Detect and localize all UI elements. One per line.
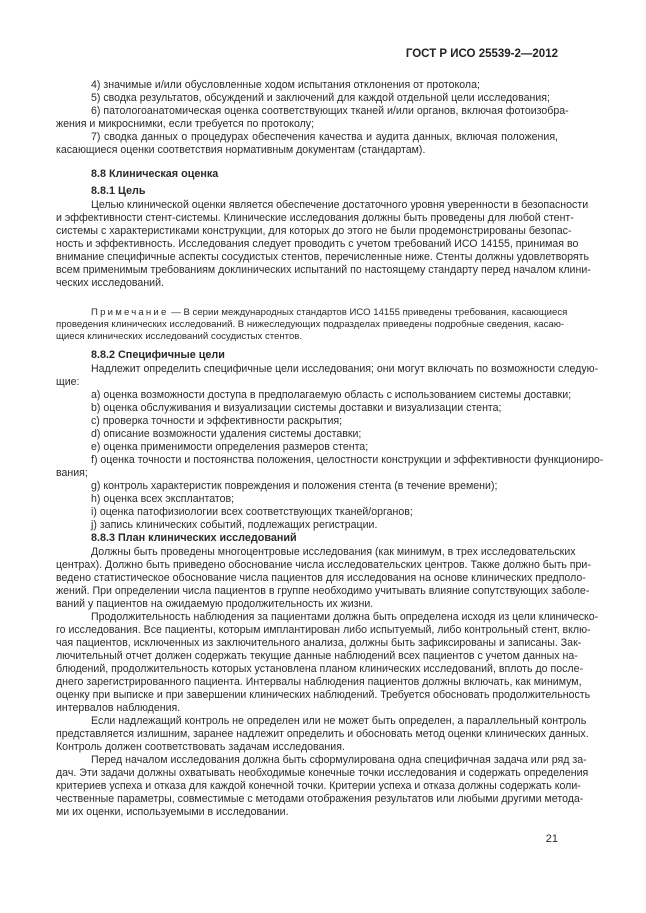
text-line: критериев успеха и отказа для каждой конечной точки. Критерии успеха и отказа должны содержать коли- — [56, 780, 581, 792]
text-line: Перед началом исследования должна быть сформулирована одна специфичная задача или ряд за- — [91, 754, 587, 766]
list-item — [56, 493, 558, 506]
note-line: щиеся клинических исследований сосудистых стентов. — [56, 331, 303, 342]
text-line: g) контроль характеристик повреждения и положения стента (в течение времени); — [91, 480, 498, 492]
text-line: представляется излишним, заранее надлежит определить и обосновать метод оценки клинических данных. — [56, 728, 589, 740]
text-line: Продолжительность наблюдения за пациентами должна быть определена исходя из цели клиническо- — [91, 611, 599, 623]
note-line — [56, 307, 568, 319]
goal-paragraph — [56, 199, 591, 290]
text-line: ведено статистическое обоснование числа пациентов для исследования на основе клинических предполо- — [56, 572, 586, 584]
paragraph — [56, 546, 591, 611]
text-line: го исследования. Все пациенты, которым имплантирован либо испытуемый, либо контрольный стент, вклю- — [56, 624, 591, 636]
text-line: Надлежит определить специфичные цели исследования; они могут включать по возможности следую- — [91, 363, 599, 375]
list-item — [56, 441, 558, 454]
text-line: 7) сводка данных о процедурах обеспечения качества и аудита данных, включая положения, — [91, 131, 558, 143]
note-line: проведения клинических исследований. В нижеследующих подразделах приведены подробные сведения, касаю- — [56, 319, 565, 330]
paragraph — [56, 754, 589, 819]
text-line: вания; — [56, 467, 88, 479]
text-line: центрах). Должно быть приведено обоснование числа исследовательских центров. Также должно быть при- — [56, 559, 591, 571]
text-line: 4) значимые и/или обусловленные ходом испытания отклонения от протокола; — [91, 79, 480, 91]
text-line: системы с характеристиками конструкции, для которых до этого не были продемонстрированы безопас- — [56, 225, 572, 237]
list-item — [56, 506, 558, 519]
list-item — [56, 105, 569, 131]
text-line: Должны быть проведены многоцентровые исследования (как минимум, в трех исследовательских — [91, 546, 576, 558]
text-line: днего зарегистрированного пациента. Интервалы наблюдения пациентов должны включать, как минимум, — [56, 676, 582, 688]
subsection-heading: 8.8.3 План клинических исследований — [91, 532, 297, 544]
text-line: ваний у пациентов на ожидаемую продолжительность их жизни. — [56, 598, 374, 610]
page-number: 21 — [545, 833, 558, 845]
results-list — [56, 79, 569, 157]
list-item — [56, 79, 558, 92]
subsection-heading: 8.8.2 Специфичные цели — [91, 349, 225, 361]
text-line: f) оценка точности и постоянства положения, целостности конструкции и эффективности функциониро- — [91, 454, 604, 466]
text-line: и эффективности стент-системы. Клинические исследования должны быть проведены для любой стент- — [56, 212, 574, 224]
text-line: внимание специфичные аспекты сосудистых стентов, перечисленные ниже. Стенты должны удовлетворять — [56, 251, 590, 263]
text-line: всем применимым требованиям доклинических испытаний по настоящему стандарту перед началом клини- — [56, 264, 591, 276]
text-line: 6) патологоанатомическая оценка соответствующих тканей и/или органов, включая фотоизобра- — [91, 105, 569, 117]
text-line: j) запись клинических событий, подлежащих регистрации. — [91, 519, 378, 531]
text-line: 5) сводка результатов, обсуждений и заключений для каждой отдельной цели исследования; — [91, 92, 550, 104]
list-item — [56, 480, 558, 493]
text-line: Если надлежащий контроль не определен или не может быть определен, а параллельный контроль — [91, 715, 587, 727]
text-line: оценку при выписке и при завершении клинических наблюдений. Требуется обосновать продолжительность — [56, 689, 591, 701]
text-line: дач. Эти задачи должны охватывать необходимые конечные точки исследования и содержать определения — [56, 767, 589, 779]
text-line: щие: — [56, 376, 80, 388]
list-item — [56, 131, 558, 157]
paragraph — [56, 715, 589, 754]
specific-goals — [56, 363, 604, 532]
text-line: ность и эффективность. Исследования следует проводить с учетом требований ИСО 14155, принимая во — [56, 238, 579, 250]
section-heading: 8.8 Клиническая оценка — [91, 168, 219, 180]
text-line: ми их оценки, используемыми в исследовании. — [56, 806, 289, 818]
text-line: интервалов наблюдения. — [56, 702, 181, 714]
text-line: ческих исследований. — [56, 277, 164, 289]
list-item — [56, 454, 604, 480]
list-item — [56, 415, 558, 428]
section-8-8 — [56, 166, 591, 290]
section-8-8-2 — [56, 347, 604, 532]
section-8-8-3 — [56, 530, 599, 819]
text-line: жений. При определении числа пациентов в группе необходимо учитывать влияние сопутствующих заболе- — [56, 585, 590, 597]
text-line: b) оценка обслуживания и визуализации системы доставки и визуализации стента; — [91, 402, 502, 414]
list-item — [56, 389, 572, 402]
text-line: Целью клинической оценки является обеспечение достаточного уровня уверенности в безопасности — [91, 199, 589, 211]
plan-paragraphs — [56, 546, 599, 819]
text-line: блюдений, продолжительность которых установлена планом клинических исследований, вплоть до после- — [56, 663, 584, 675]
list-item — [56, 92, 558, 105]
note-label: Примечание — [91, 307, 169, 318]
note-text: — В серии международных стандартов ИСО 14155 приведены требования, касающиеся — [171, 307, 568, 318]
text-line: касающиеся оценки соответствия нормативным документам (стандартам). — [56, 144, 426, 156]
text-line: d) описание возможности удаления системы доставки; — [91, 428, 362, 440]
paragraph — [56, 611, 599, 715]
subsection-heading: 8.8.1 Цель — [91, 185, 146, 197]
text-line: чая пациентов, исключенных из заключительного анализа, должны быть зафиксированы и записаны. Зак- — [56, 637, 582, 649]
text-line: h) оценка всех эксплантатов; — [91, 493, 235, 505]
document-header: ГОСТ Р ИСО 25539-2—2012 — [405, 48, 558, 60]
text-line: a) оценка возможности доступа в предполагаемую область с использованием системы доставки; — [91, 389, 572, 401]
text-line: e) оценка применимости определения размеров стента; — [91, 441, 369, 453]
text-line: лючительный отчет должен содержать текущие данные наблюдений всех пациентов с учетом данных на- — [56, 650, 578, 662]
text-line: c) проверка точности и эффективности раскрытия; — [91, 415, 343, 427]
note — [56, 307, 568, 343]
list-item — [56, 402, 558, 415]
text-line: i) оценка патофизиологии всех соответствующих тканей/органов; — [91, 506, 413, 518]
text-line: чественные параметры, совместимые с методами отображения результатов или любыми другими метода- — [56, 793, 584, 805]
list-item — [56, 428, 558, 441]
text-line: Контроль должен соответствовать задачам исследования. — [56, 741, 345, 753]
text-line: жения и микроснимки, если требуется по протоколу; — [56, 118, 315, 130]
